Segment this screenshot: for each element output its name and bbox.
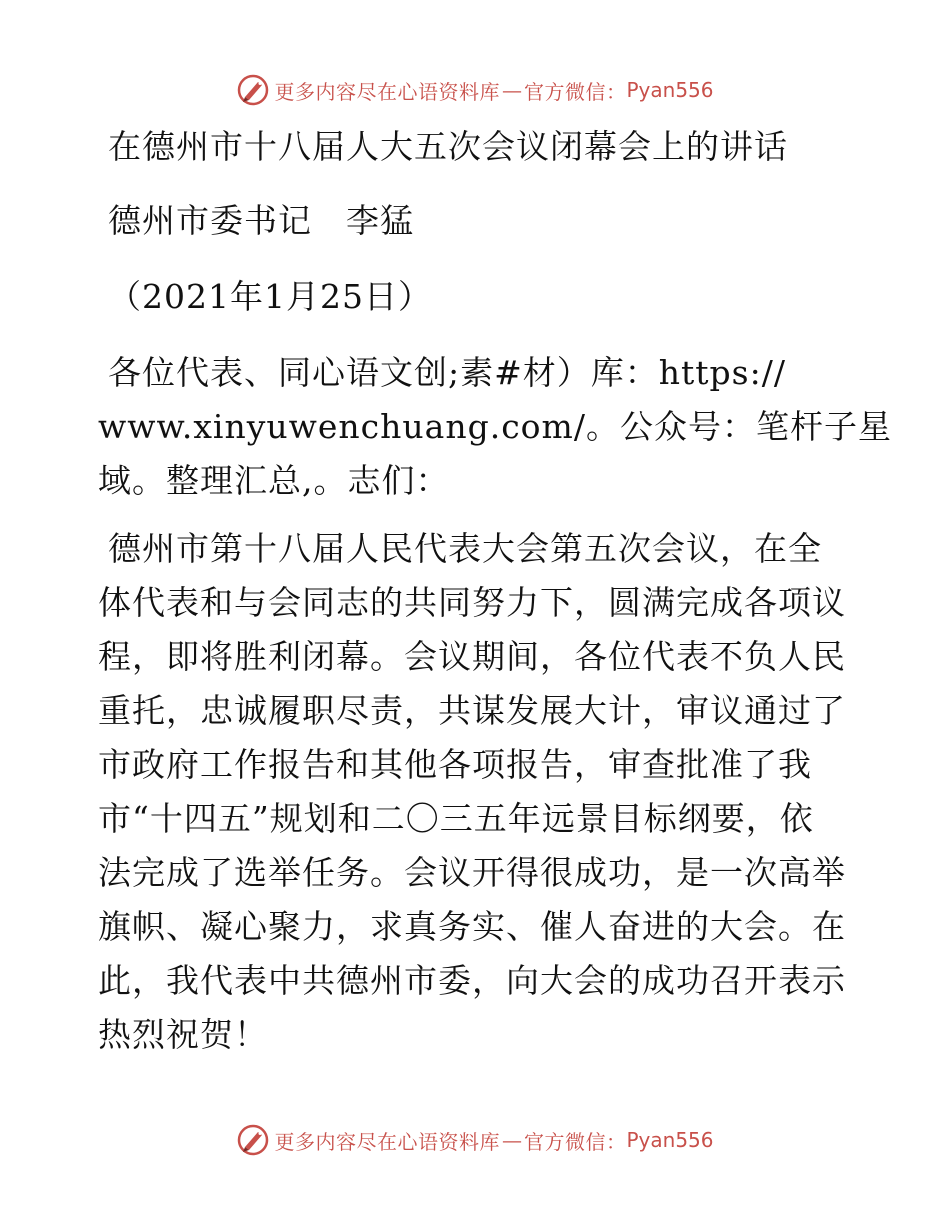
greeting-block xyxy=(98,346,892,508)
paragraph-line: 体代表和与会同志的共同努力下，圆满完成各项议 xyxy=(98,583,846,622)
document-title: 在德州市十八届人大五次会议闭幕会上的讲话 xyxy=(108,127,788,166)
paragraph-line: 旗帜、凝心聚力，求真务实、催人奋进的大会。在 xyxy=(98,907,846,946)
greeting-line: 各位代表、同心语文创;素#材）库：https:// xyxy=(108,353,786,392)
paragraph-block xyxy=(98,522,858,1062)
header-watermark-banner xyxy=(0,70,950,110)
document-author: 德州市委书记 李猛 xyxy=(108,201,414,240)
banner-text: 更多内容尽在心语资料库 xyxy=(274,1129,500,1154)
pen-logo-icon xyxy=(236,1123,270,1157)
banner-wechat-id: Pyan556 xyxy=(626,78,714,102)
paragraph-line: 市“十四五”规划和二〇三五年远景目标纲要，依 xyxy=(98,799,814,838)
banner-text: 更多内容尽在心语资料库 xyxy=(274,79,500,104)
paragraph-line: 法完成了选举任务。会议开得很成功，是一次高举 xyxy=(98,853,846,892)
footer-watermark-banner xyxy=(0,1120,950,1160)
document-body xyxy=(98,118,892,1062)
greeting-line: www.xinyuwenchuang.com/。公众号：笔杆子星 xyxy=(98,407,892,446)
banner-wechat-label: 官方微信： xyxy=(523,1129,627,1154)
paragraph-line: 市政府工作报告和其他各项报告，审查批准了我 xyxy=(98,745,812,784)
paragraph-line: 程，即将胜利闭幕。会议期间，各位代表不负人民 xyxy=(98,637,846,676)
paragraph-line: 德州市第十八届人民代表大会第五次会议，在全 xyxy=(108,529,822,568)
document-date: （2021年1月25日） xyxy=(108,277,432,316)
banner-dash: — xyxy=(501,78,522,102)
banner-dash: — xyxy=(501,1128,522,1152)
paragraph-line: 热烈祝贺！ xyxy=(98,1015,268,1054)
banner-wechat-label: 官方微信： xyxy=(523,79,627,104)
greeting-line: 域。整理汇总,。志们： xyxy=(98,461,450,500)
paragraph-line: 此，我代表中共德州市委，向大会的成功召开表示 xyxy=(98,961,846,1000)
pen-logo-icon xyxy=(236,73,270,107)
banner-wechat-id: Pyan556 xyxy=(626,1128,714,1152)
paragraph-line: 重托，忠诚履职尽责，共谋发展大计，审议通过了 xyxy=(98,691,846,730)
